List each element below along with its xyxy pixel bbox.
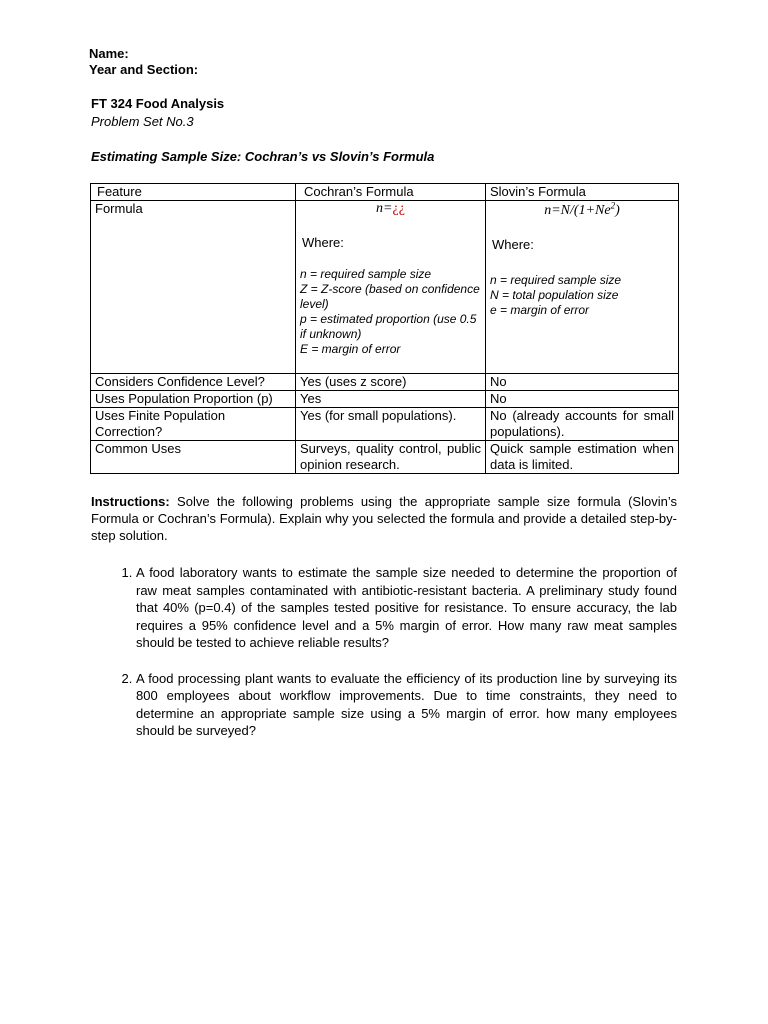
instructions-label: Instructions: — [91, 494, 170, 509]
feature-cell: Uses Finite Population Correction? — [91, 408, 296, 441]
slovin-formula-cell — [486, 201, 679, 374]
feature-cell: Uses Population Proportion (p) — [91, 391, 296, 408]
slovin-formula-exponent: 2 — [610, 200, 616, 211]
name-label: Name: — [89, 46, 129, 61]
problem-set-label: Problem Set No.3 — [91, 114, 194, 129]
year-section-label: Year and Section: — [89, 62, 199, 77]
slovin-cell: No (already accounts for small populations). — [486, 408, 679, 441]
instructions-text: Solve the following problems using the appropriate sample size formula (Slovin’s Formula or Cochran’s Formula). Explain why you selected the formula and provide a detailed step-by-step solution. — [91, 494, 677, 543]
table-row — [91, 374, 679, 391]
header-cell: Slovin’s Formula — [486, 184, 679, 201]
cochran-definitions — [300, 267, 481, 357]
cochran-formula-prefix: n= — [376, 201, 393, 216]
cochran-formula — [300, 201, 481, 219]
formula-label: Formula — [95, 201, 143, 216]
table-header-row — [91, 184, 679, 201]
definition-line: Z = Z-score (based on confidence level) — [300, 282, 480, 311]
slovin-cell: No — [486, 391, 679, 408]
definition-line: n = required sample size — [490, 273, 622, 287]
problem-list — [91, 564, 677, 758]
slovin-cell: Quick sample estimation when data is limited. — [486, 441, 679, 474]
table-row-formula — [91, 201, 679, 374]
table-row — [91, 408, 679, 441]
cochran-formula-garbled: ¿¿ — [392, 201, 405, 216]
definition-line: N = total population size — [490, 288, 619, 302]
slovin-formula — [490, 200, 674, 221]
course-title: FT 324 Food Analysis — [91, 96, 225, 111]
header-cell: Feature — [91, 184, 296, 201]
document-title: Estimating Sample Size: Cochran’s vs Slovin’s Formula — [91, 149, 435, 164]
feature-cell — [91, 201, 296, 374]
cochran-where-label: Where: — [302, 235, 344, 250]
cochran-cell: Yes (uses z score) — [296, 374, 486, 391]
header-cell: Cochran’s Formula — [296, 184, 486, 201]
problem-item: 2. A food processing plant wants to evaluate the efficiency of its production line by surveying its 800 employees about workflow improvements. Due to time constraints, they need to determine an appropriate sample size using a 5% margin of error. how many employees should be surveyed? — [136, 670, 677, 740]
definition-line: E = margin of error — [300, 342, 401, 356]
problem-item: 1. A food laboratory wants to estimate the sample size needed to determine the proportion of raw meat samples contaminated with antibiotic-resistant bacteria. A preliminary study found that 40% (p=0.4) of the samples tested positive for resistance. To ensure accuracy, the lab requires a 95% confidence level and a 5% margin of error. How many raw meat samples should be tested to achieve reliable results? — [136, 564, 677, 652]
cochran-formula-cell — [296, 201, 486, 374]
cochran-cell: Surveys, quality control, public opinion research. — [296, 441, 486, 474]
cochran-cell: Yes — [296, 391, 486, 408]
instructions-paragraph — [91, 493, 677, 544]
comparison-table — [90, 183, 679, 474]
feature-cell: Considers Confidence Level? — [91, 374, 296, 391]
slovin-definitions — [490, 273, 674, 318]
slovin-formula-close: ) — [615, 203, 620, 218]
feature-cell: Common Uses — [91, 441, 296, 474]
definition-line: p = estimated proportion (use 0.5 if unknown) — [300, 312, 477, 341]
definition-line: e = margin of error — [490, 303, 590, 317]
table-row — [91, 391, 679, 408]
table-row — [91, 441, 679, 474]
cochran-cell: Yes (for small populations). — [296, 408, 486, 441]
definition-line: n = required sample size — [300, 267, 432, 281]
slovin-cell: No — [486, 374, 679, 391]
slovin-formula-text: n=N/(1+Ne — [544, 203, 611, 218]
slovin-where-label: Where: — [492, 237, 534, 252]
